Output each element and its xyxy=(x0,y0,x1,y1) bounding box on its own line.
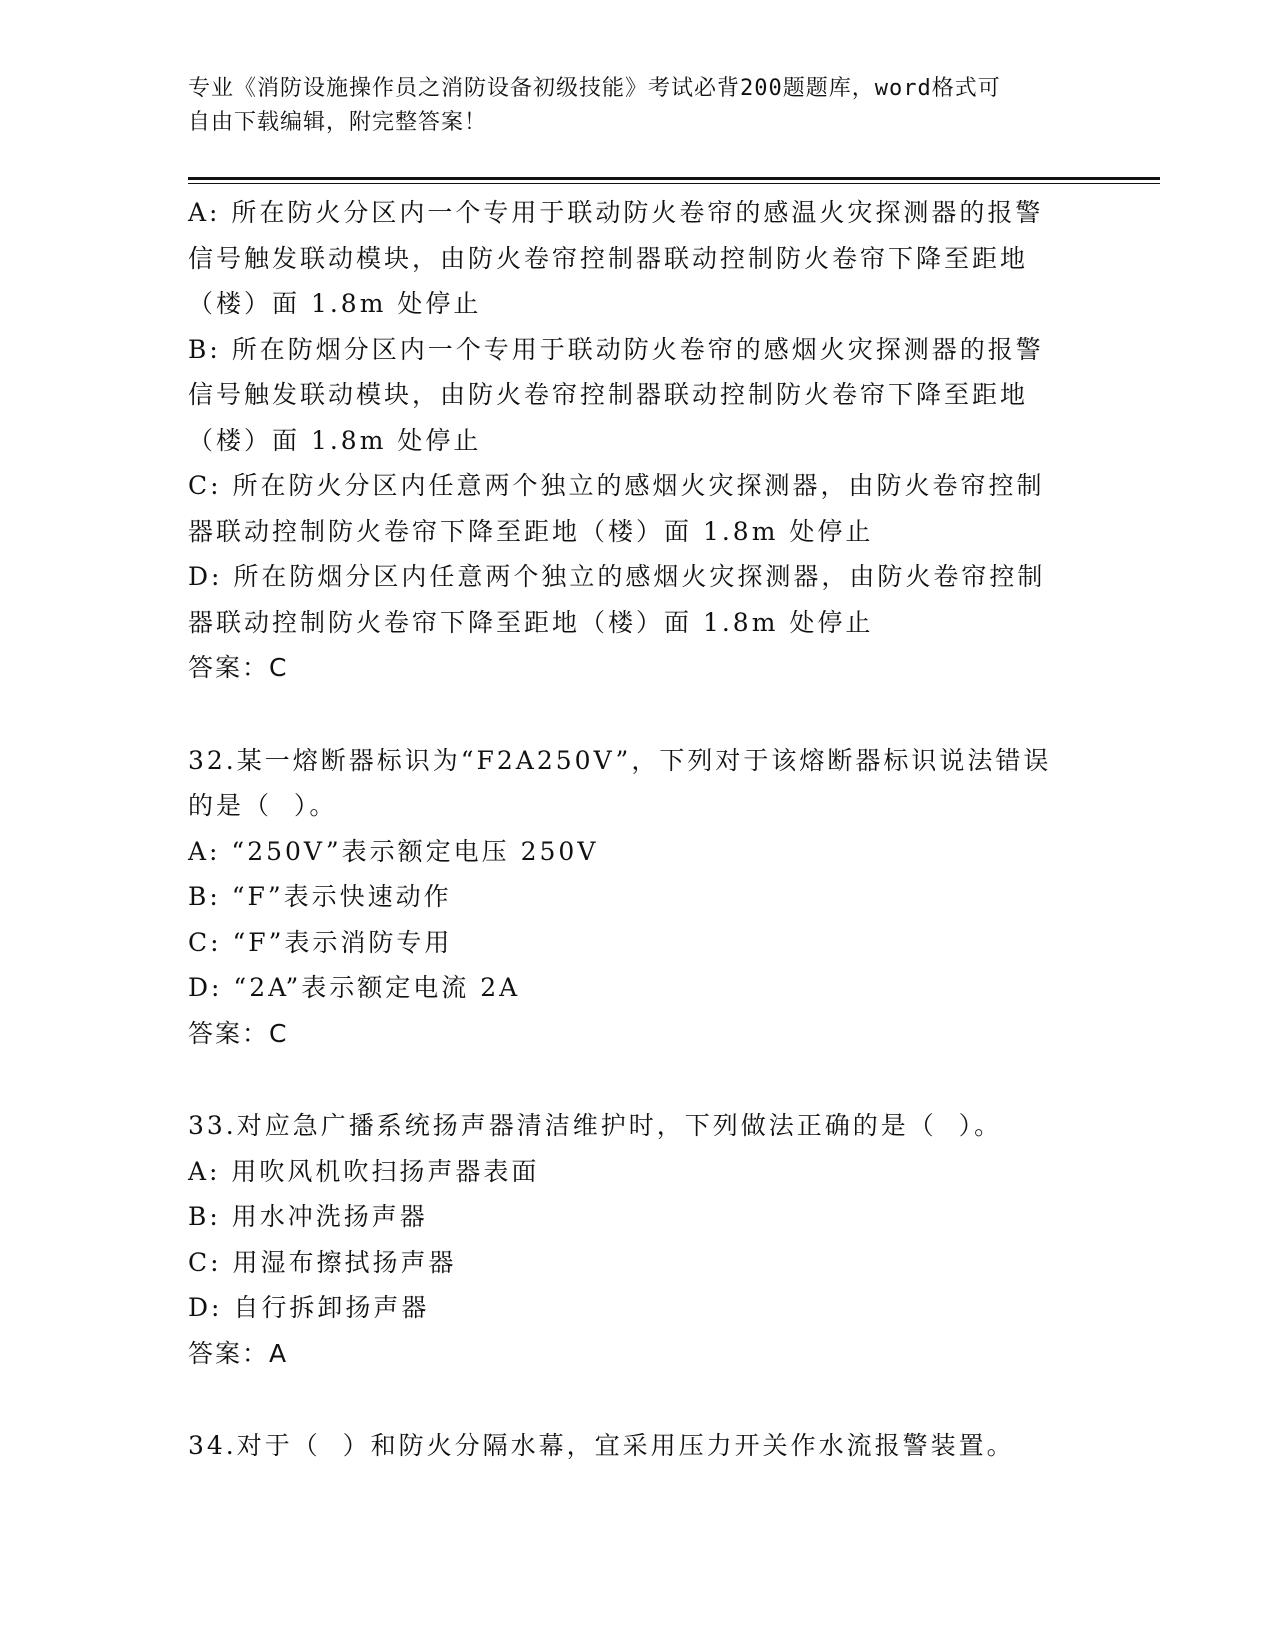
question-stem-line: 32.某一熔断器标识为“F2A250V”，下列对于该熔断器标识说法错误 xyxy=(188,745,1052,775)
option-text-line: （楼）面 1.8m 处停止 xyxy=(188,425,482,455)
option-text-line: B: 所在防烟分区内一个专用于联动防火卷帘的感烟火灾探测器的报警 xyxy=(188,334,1044,364)
option-text-line: 器联动控制防火卷帘下降至距地（楼）面 1.8m 处停止 xyxy=(188,607,874,637)
option-text-line: 信号触发联动模块，由防火卷帘控制器联动控制防火卷帘下降至距地 xyxy=(188,243,1029,273)
answer-line: 答案：C xyxy=(188,1018,289,1048)
question-31 xyxy=(188,190,1088,691)
question-32 xyxy=(188,738,1088,1057)
question-spacer xyxy=(188,1056,1088,1103)
header-divider-thin xyxy=(188,183,1160,184)
question-spacer xyxy=(188,691,1088,738)
option-text-line: 信号触发联动模块，由防火卷帘控制器联动控制防火卷帘下降至距地 xyxy=(188,380,1029,409)
question-stem-line: 34.对于（ ）和防火分隔水幕，宜采用压力开关作水流报警装置。 xyxy=(188,1431,1015,1460)
option-a: A: “250V”表示额定电压 250V xyxy=(188,836,599,866)
option-d: D: 自行拆卸扬声器 xyxy=(188,1293,430,1322)
option-text-line: A: 所在防火分区内一个专用于联动防火卷帘的感温火灾探测器的报警 xyxy=(188,198,1044,227)
option-text-line: （楼）面 1.8m 处停止 xyxy=(188,289,482,318)
option-b: B: “F”表示快速动作 xyxy=(188,882,452,911)
header-title-line-2: 自由下载编辑，附完整答案！ xyxy=(188,110,488,135)
option-text-line: 器联动控制防火卷帘下降至距地（楼）面 1.8m 处停止 xyxy=(188,516,874,546)
option-d: D: “2A”表示额定电流 2A xyxy=(188,973,521,1002)
question-spacer xyxy=(188,1376,1088,1423)
header-title-line-1: 专业《消防设施操作员之消防设备初级技能》考试必背200题题库，word格式可 xyxy=(188,76,1001,101)
question-content xyxy=(188,190,1088,1469)
option-text-line: D: 所在防烟分区内任意两个独立的感烟火灾探测器，由防火卷帘控制 xyxy=(188,562,1046,591)
question-stem-line: 33.对应急广播系统扬声器清洁维护时，下列做法正确的是（ ）。 xyxy=(188,1111,1003,1140)
option-c: C: “F”表示消防专用 xyxy=(188,927,453,957)
answer-line: 答案：C xyxy=(188,653,289,682)
question-34 xyxy=(188,1423,1088,1469)
answer-line: 答案：A xyxy=(188,1338,289,1368)
question-stem-line: 的是（ ）。 xyxy=(188,791,338,820)
header-divider-thick xyxy=(188,177,1160,180)
option-b: B: 用水冲洗扬声器 xyxy=(188,1202,428,1231)
document-header xyxy=(188,72,1088,140)
question-33 xyxy=(188,1103,1088,1376)
option-text-line: C: 所在防火分区内任意两个独立的感烟火灾探测器，由防火卷帘控制 xyxy=(188,471,1045,500)
option-a: A: 用吹风机吹扫扬声器表面 xyxy=(188,1156,540,1186)
option-c: C: 用湿布擦拭扬声器 xyxy=(188,1247,457,1277)
